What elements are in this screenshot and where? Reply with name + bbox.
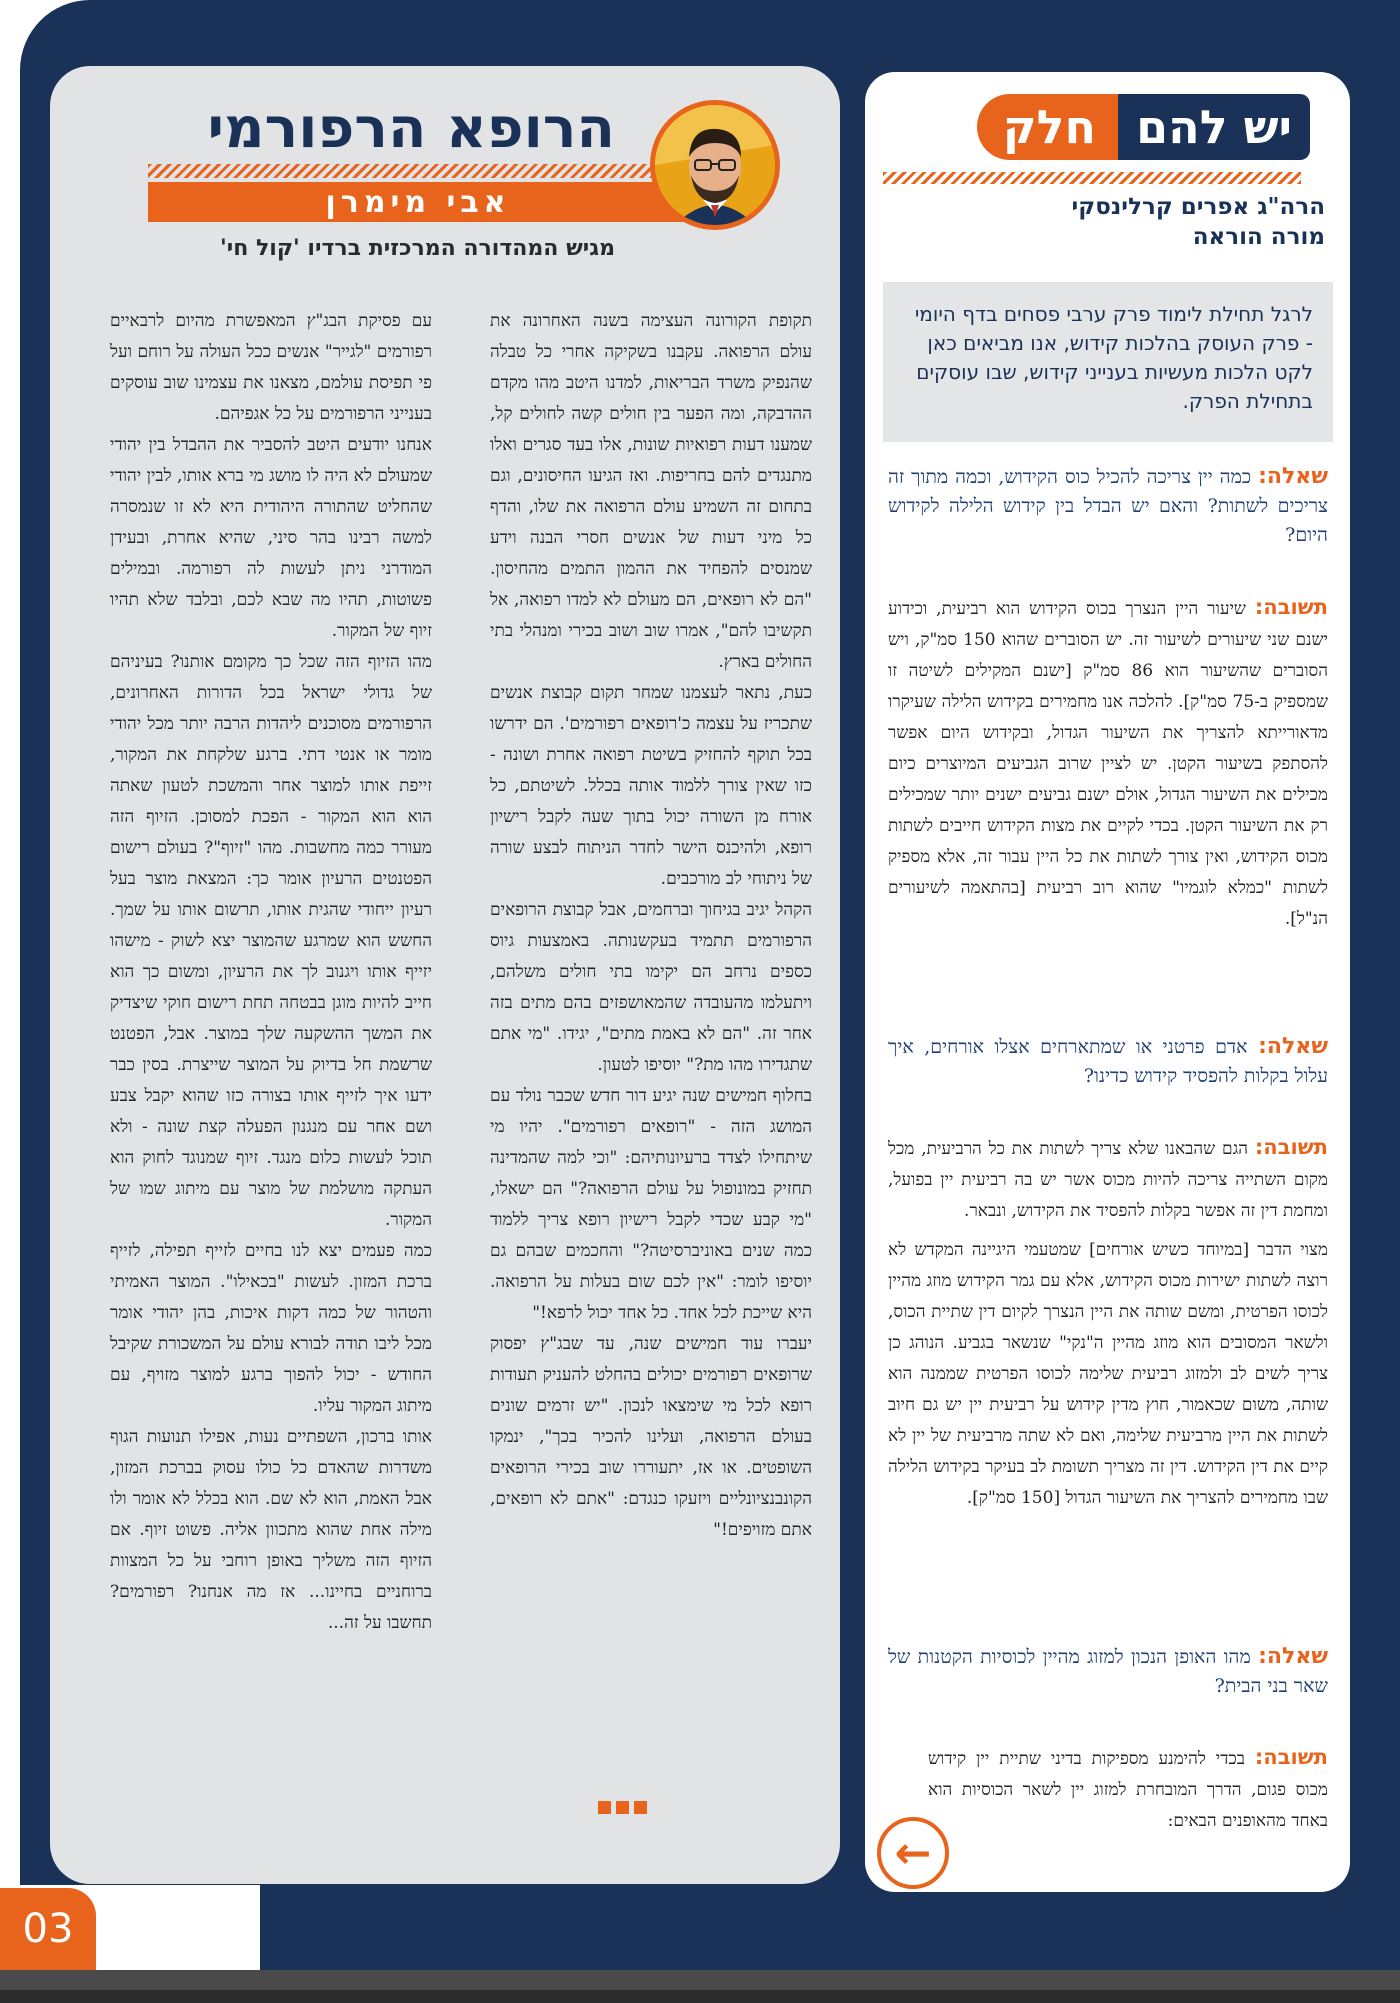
hatch-divider — [148, 164, 660, 178]
question-1 — [888, 462, 1328, 550]
article-paragraph: כעת, נתאר לעצמנו שמחר תקום קבוצת אנשים שתכריז על עצמה כ'רופאים רפורמים'. הם ידרשו בכל תוקף להחזיק בשיטת רפואה אחרת ושונה - כזו שאין צורך ללמוד אותה בכלל. לשיטתם, כל אורח מן השורה יכול בתוך שעה לקבל רישיון רופא, ולהיכנס הישר לחדר הניתוח לבצע שורה של ניתוחי לב מורכבים. — [490, 683, 812, 889]
rabbi-credit — [885, 192, 1325, 252]
article-paragraph: בחלוף חמישים שנה יגיע דור חדש שכבר נולד עם המושג הזה - "רופאים רפורמים". יהיו מי שיתחילו לצדד ברעיונותיהם: "וכי למה שהמדינה תחזיק במונופול על עולם הרפואה?" הם ישאלו, "מי קבע שכדי לקבל רישיון רופא צריך ללמוד כמה שנים באוניברסיטה?" והחכמים שבהם גם יוסיפו לומר: "אין לכם שום בעלות על הרפואה. היא שייכת לכל אחד. כל אחד יכול לרפא!" — [490, 1086, 812, 1323]
badge-dark-part: יש להם — [1118, 94, 1310, 160]
answer-1 — [888, 592, 1328, 935]
article-column-left — [110, 306, 432, 1639]
answer-2 — [888, 1132, 1328, 1514]
article-panel — [50, 66, 840, 1884]
article-paragraph: תקופת הקורונה העצימה בשנה האחרונה את עולם הרפואה. עקבנו בשקיקה אחרי כל טבלה שהנפיק משרד הבריאות, למדנו היטב מהו מקדם ההדבקה, ומה הפער בין חולים קשה לחולים קל, שמענו דעות רפואיות שונות, אלו בעד סגרים ואלו מתנגדים להם בחריפות. ואז הגיעו החיסונים, וגם בתחום זה השמיע עולם הרפואה את שלו, והדף כל מיני דעות של אנשים חסרי הבנה וידע שמנסים להפחיד את ההמון התמים מהחיסון. "הם לא רופאים, הם מעולם לא למדו רפואה, אל תקשיבו להם", אמרו שוב ושוב בכירי ומנהלי בתי החולים בארץ. — [490, 311, 812, 672]
answer-label: תשובה: — [1254, 1745, 1329, 1769]
answer-text: הגם שהבאנו שלא צריך לשתות את כל הרביעית, מכל מקום השתייה צריכה להיות מכוס אשר יש בה רביעית יין בפועל, ומחמת דין זה אפשר בקלות להפסיד את הקידוש, ונבאר. — [888, 1139, 1328, 1221]
question-2 — [888, 1032, 1328, 1091]
page-number: 03 — [0, 1888, 96, 1970]
section-badge — [977, 94, 1310, 160]
article-column-right — [490, 306, 812, 1546]
answer-label: תשובה: — [1254, 1135, 1328, 1159]
article-paragraph: יעברו עוד חמישים שנה, עד שבג"ץ יפסוק שרופאים רפורמים יכולים בהחלט להעניק תעודות רופא לכל מי שימצאו לנכון. "יש זרמים שונים בעולם הרפואה, ועלינו להכיר בכך", ינמקו השופטים. או אז, יתעוררו שוב בכירי הרופאים הקונבנציונליים ויזעקו כנגדם: "אתם לא רופאים, אתם מזויפים!" — [490, 1334, 812, 1540]
article-paragraph: הקהל יגיב בגיחוך וברחמים, אבל קבוצת הרופאים הרפורמים תתמיד בעקשנותה. באמצעות גיוס כספים נרחב הם יקימו בתי חולים משלהם, ויתעלמו מהעובדה שהמאושפזים בהם מתים בזה אחר זה. "הם לא באמת מתים", יגידו. "מי אתם שתגדירו מהו מת?" יוסיפו לטעון. — [490, 900, 812, 1075]
rabbi-role: מורה הוראה — [1192, 224, 1325, 250]
qa-panel — [865, 72, 1350, 1892]
bottom-strip-dark — [0, 1990, 1400, 2003]
rabbi-name: הרה"ג אפרים קרלינסקי — [1071, 194, 1325, 220]
question-label: שאלה: — [1258, 1034, 1328, 1059]
answer-label: תשובה: — [1254, 595, 1328, 619]
author-avatar — [650, 100, 780, 230]
end-of-article-marks — [598, 1801, 647, 1814]
article-paragraph: אנחנו יודעים היטב להסביר את ההבדל בין יהודי שמעולם לא היה לו מושג מי ברא אותו, לבין יהודי שהחליט שהתורה היהודית היא לא זו שנמסרה למשה רבינו בהר סיני, שהיא אחרת, ובעידן המודרני ניתן לעשות לה רפורמה. ובמילים פשוטות, תהיו מה שבא לכם, ובלבד שלא תהיו זיוף של המקור. — [110, 435, 432, 641]
article-paragraph: כמה פעמים יצא לנו בחיים לזייף תפילה, לזייף ברכת המזון. לעשות "בכאילו". המוצר האמיתי והטהור של כמה דקות איכות, בהן יהודי אומר מכל ליבו תודה לבורא עולם על המשכורת שקיבל החודש - יכול להפוך ברגע למוצר מזויף, עם מיתוג המקור עליו. — [110, 1241, 432, 1416]
article-title: הרופא הרפורמי — [207, 96, 615, 161]
question-label: שאלה: — [1258, 1644, 1329, 1669]
intro-box: לרגל תחילת לימוד פרק ערבי פסחים בדף היומי - פרק העוסק בהלכות קידוש, אנו מביאים כאן לקט הלכות מעשיות בענייני קידוש, שבו עוסקים בתחילת הפרק. — [883, 282, 1333, 442]
question-text: כמה יין צריכה להכיל כוס הקידוש, וכמה מתוך זה צריכים לשתות? והאם יש הבדל בין קידוש הלילה לקידוש היום? — [888, 466, 1328, 546]
question-label: שאלה: — [1258, 464, 1328, 489]
article-paragraph: אותו ברכון, השפתיים נעות, אפילו תנועות הגוף משדרות שהאדם כל כולו עסוק בברכת המזון, אבל האמת, הוא לא שם. הוא בכלל לא אומר ולו מילה אחת שהוא מתכוון אליה. פשוט זיוף. אם הזיוף הזה משליך באופן רוחבי על כל המצוות ברוחניים בחיינו... אז מה אנחנו? רפורמים? תחשבו על זה... — [110, 1427, 432, 1633]
author-name: אבי מימרן — [148, 182, 688, 222]
back-arrow-icon[interactable]: ← — [877, 1817, 949, 1889]
answer-text: בכדי להימנע מספיקות בדיני שתיית יין קידוש מכוס פגום, הדרך המובחרת למזוג יין לשאר הכוסיות הוא באחד מהאופנים הבאים: — [928, 1749, 1328, 1831]
article-paragraph: עם פסיקת הבג"ץ המאפשרת מהיום לרבאיים רפורמים "לגייר" אנשים ככל העולה על רוחם ועל פי תפיסת עולמם, מצאנו את עצמינו שוב עוסקים בענייני הרפורמים על כל אגפיהם. — [110, 311, 432, 424]
question-text: מהו האופן הנכון למזוג מהיין לכוסיות הקטנות של שאר בני הבית? — [888, 1646, 1328, 1697]
question-text: אדם פרטני או שמתארחים אצלו אורחים, איך עלול בקלות להפסיד קידוש כדינו? — [888, 1036, 1328, 1087]
answer-text-continued: מצוי הדבר [במיוחד כשיש אורחים] שמטעמי היגיינה המקדש לא רוצה לשתות ישירות מכוס הקידוש, אלא עם גמר הקידוש מוזג מהיין לכוסו הפרטית, ומשם שותה את היין הנצרך לקיום דין שתיית הכוס, ולשאר המסובים הוא מוזג מהיין ה"נקי" שנשאר בגביע. הנוהג כן צריך לשים לב ולמזוג רביעית שלימה לכוסו הפרטית שממנה הוא שותה, משום שכאמור, חוץ מדין קידוש על רביעית יין יש גם חיוב לשתות את היין מרביעית שלימה, ואם לא שתה מרביעית של יין לא קיים את דין הקידוש. דין זה מצריך תשומת לב בעיקר בקידוש הלילה שבו מחמירים להצריך את השיעור הגדול [150 סמ"ק]. — [888, 1240, 1328, 1508]
hatch-divider — [883, 172, 1301, 184]
answer-text: שיעור היין הנצרך בכוס הקידוש הוא רביעית, וכידוע ישנם שני שיעורים לשיעור זה. יש הסוברים שהוא 150 סמ"ק, ויש הסוברים שהשיעור הוא 86 סמ"ק [ישנם המקילים לשיטה זו שמספיק ב-75 סמ"ק]. להלכה אנו מחמירים בקידוש הלילה שעיקרו מדאורייתא להצריך את השיעור הגדול, ובקידוש היום אפשר להסתפק בשיעור הקטן. יש לציין שרוב הגביעים המיוצרים כיום מכילים את השיעור הגדול, אולם ישנם גביעים ישנים יותר שמכילים רק את השיעור הקטן. בכדי לקיים את מצות הקידוש חייבים לשתות מכוס הקידוש, ואין צורך לשתות את כל היין עבור זה, אלא מספיק לשתות "כמלא לוגמיו" שהוא רוב רביעית [בהתאמה לשיעורים הנ"ל]. — [888, 599, 1328, 929]
article-subtitle: מגיש המהדורה המרכזית ברדיו 'קול חי' — [219, 236, 615, 261]
badge-orange-part: חלק — [977, 94, 1118, 160]
answer-3 — [928, 1742, 1328, 1837]
question-3 — [888, 1642, 1328, 1701]
article-paragraph: מהו הזיוף הזה שכל כך מקומם אותנו? בעיניהם של גדולי ישראל בכל הדורות האחרונים, הרפורמים מסוכנים ליהדות הרבה יותר מכל יהודי מומר או אנטי דתי. ברגע שלקחת את המקור, זייפת אותו למוצר אחר והמשכת לטעון שאתה הוא הוא המקור - הפכת למסוכן. הזיוף הזה מעורר כמה מחשבות. מהו "זיוף"? בעולם רישום הפטנטים הרעיון אומר כך: המצאת מוצר בעל רעיון ייחודי שהגית אותו, תרשום אותו על שמך. החשש הוא שמרגע שהמוצר יצא לשוק - מישהו יזייף אותו ויגנוב לך את הרעיון, ומשום כך הוא חייב להיות מוגן בבטחה תחת רישום חוקי שיצדיק את המשך ההשקעה שלך במוצר. אבל, הפטנט שרשמת חל בדיוק על המוצר שייצרת. בסין כבר ידעו איך לזייף אותו בצורה כזו שהוא יקבל צבע ושם אחר עם מנגנון הפעלה קצת שונה - ולא תוכל לעשות כלום מנגד. זיוף שמנוגד לחוק הוא העתקה מושלמת של מוצר עם מיתוג שמו של המקור. — [110, 652, 432, 1230]
